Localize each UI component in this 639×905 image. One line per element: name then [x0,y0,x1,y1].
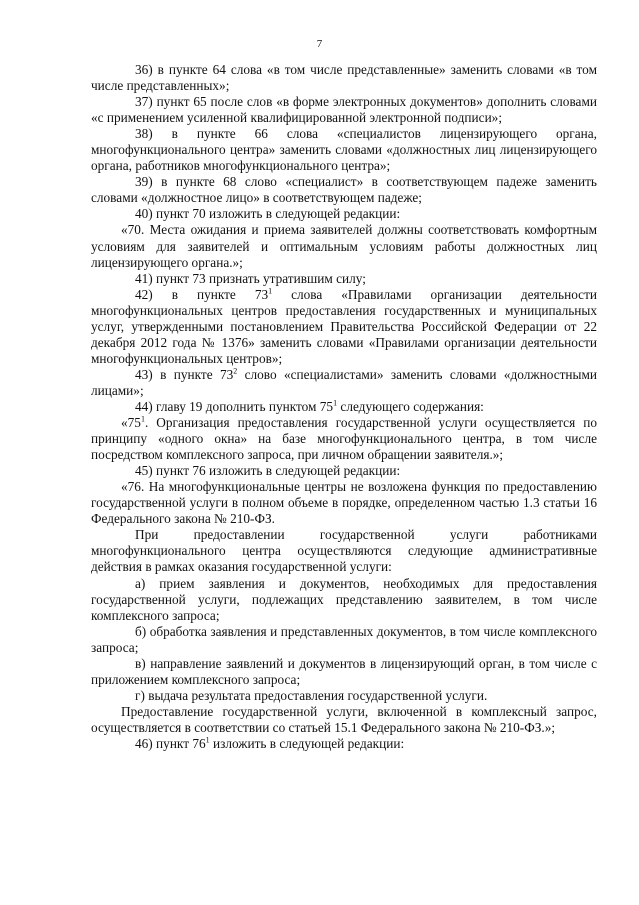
superscript: 2 [233,366,238,376]
quoted-point-75-1 [91,415,597,463]
paragraph-44-lead: 44) главу 19 дополнить пунктом 75 [135,398,334,414]
list-item-g: г) выдача результата предоставления государственной услуги. [135,687,488,703]
superscript: 1 [333,398,338,408]
paragraph-42-lead: 42) в пункте 73 [135,286,269,302]
quoted-point-70: «70. Места ожидания и приема заявителей должны соответствовать комфортным условиям для заявителей и оптимальным условиям работы должностных лиц лицензирующего органа.»; [91,222,597,270]
paragraph-mfc-actions: При предоставлении государственной услуги работниками многофункционального центра осуществляются следующие административные действия в рамках оказания государственной услуги: [91,527,597,575]
paragraph-41: 41) пункт 73 признать утратившим силу; [135,270,366,286]
quoted-point-76: «76. На многофункциональные центры не возложена функция по предоставлению государственной услуги в полном объеме в порядке, определенном частью 1.3 статьи 16 Федерального закона № 210-ФЗ. [91,479,597,527]
page-number: 7 [316,38,323,50]
paragraph-37: 37) пункт 65 после слов «в форме электронных документов» дополнить словами «с применением усиленной квалифицированной электронной подписи»; [91,94,597,126]
superscript: 1 [268,286,273,296]
paragraph-46-lead: 46) пункт 76 [135,735,206,751]
list-item-v: в) направление заявлений и документов в лицензирующий орган, в том числе с приложением комплексного запроса; [91,655,597,687]
paragraph-39: 39) в пункте 68 слово «специалист» в соответствующем падеже заменить словами «должностное лицо» в соответствующем падеже; [91,174,597,206]
paragraph-44-rest: следующего содержания: [337,398,484,414]
paragraph-43-rest: слово «специалистами» заменить словами «должностными лицами»; [91,366,597,398]
paragraph-42-rest: слова «Правилами организации деятельности многофункциональных центров предоставления государственных и муниципальных услуг, утвержденными постановлением Правительства Российской Федерации от 22 декабря 2012 года № 1376» заменить словами «Правилами организации деятельности многофункциональных центров»; [91,286,597,366]
paragraph-43 [91,367,597,399]
paragraph-44 [91,399,597,415]
paragraph-46-rest: изложить в следующей редакции: [209,735,405,751]
superscript: 1 [205,735,210,745]
paragraph-36: 36) в пункте 64 слова «в том числе представленные» заменить словами «в том числе представленных»; [91,62,597,94]
list-item-b: б) обработка заявления и представленных документов, в том числе комплексного запроса; [91,623,597,655]
paragraph-40: 40) пункт 70 изложить в следующей редакции: [135,206,401,222]
quoted-point-75-1-lead: «75 [121,415,141,431]
paragraph-42 [91,287,597,367]
paragraph-complex-request: Предоставление государственной услуги, включенной в комплексный запрос, осуществляется в соответствии со статьей 15.1 Федерального закона № 210-ФЗ.»; [91,703,597,735]
paragraph-38: 38) в пункте 66 слова «специалистов лицензирующего органа, многофункционального центра» заменить словами «должностных лиц лицензирующего органа, работников многофункционального центра»; [91,126,597,174]
paragraph-46 [91,736,597,752]
paragraph-45: 45) пункт 76 изложить в следующей редакции: [135,463,401,479]
paragraph-43-lead: 43) в пункте 73 [135,366,234,382]
list-item-a: а) прием заявления и документов, необходимых для предоставления государственной услуги, подлежащих представлению заявителем, в том числе комплексного запроса; [91,575,597,623]
document-body [91,62,597,752]
quoted-point-75-1-rest: . Организация предоставления государственной услуги осуществляется по принципу «одного окна» на базе многофункционального центра, в том числе посредством комплексного запроса, при личном обращении заявителя.»; [91,415,597,463]
superscript: 1 [140,414,145,424]
